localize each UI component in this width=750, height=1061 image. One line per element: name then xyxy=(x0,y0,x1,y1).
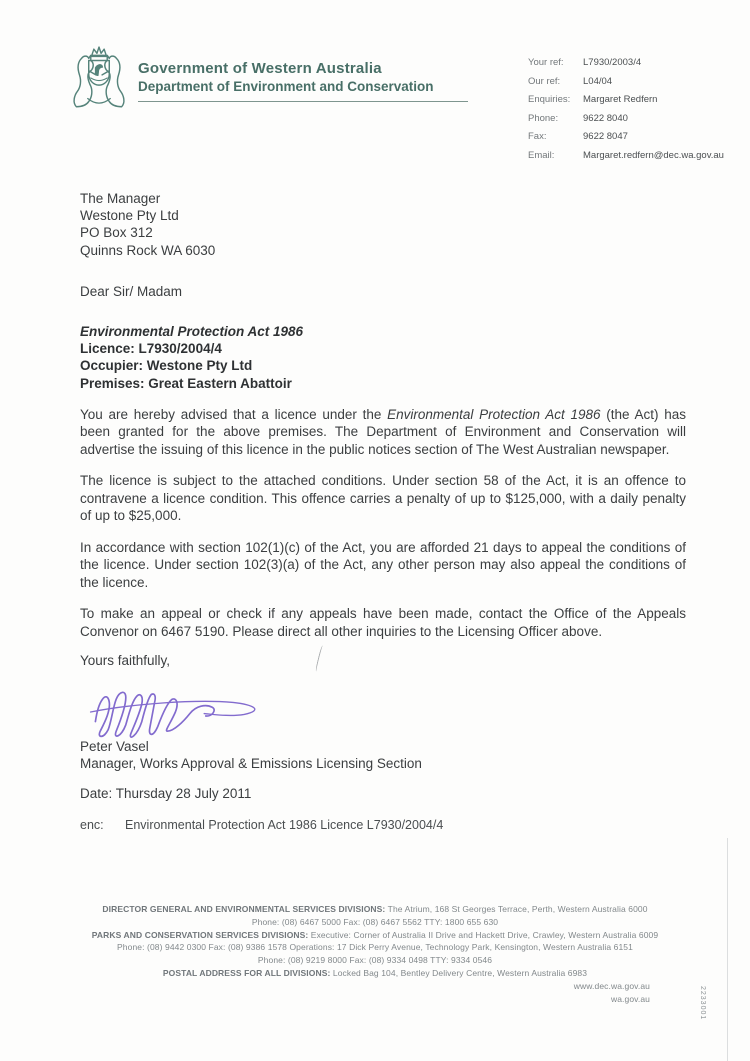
footer-division-label: PARKS AND CONSERVATION SERVICES DIVISIONS: xyxy=(91,929,309,940)
ref-label: Your ref: xyxy=(528,57,564,68)
handwritten-signature-icon xyxy=(66,672,296,744)
enclosure-label: enc: xyxy=(80,818,104,833)
footer-line xyxy=(30,929,720,942)
subject-occupier: Occupier: Westone Pty Ltd xyxy=(80,358,253,374)
government-name: Government of Western Australia xyxy=(138,60,382,77)
scan-edge-artifact xyxy=(727,838,728,1061)
signatory-title: Manager, Works Approval & Emissions Licensing Section xyxy=(80,755,422,771)
recipient-address xyxy=(80,190,686,259)
subject-act: Environmental Protection Act 1986 xyxy=(80,324,304,340)
footer-text: Executive: Corner of Australia II Drive and Hackett Drive, Crawley, Western Australia 6009 xyxy=(308,929,659,940)
paragraph-text: (the Act) has been granted for the above premises. The Department of Environment and Conservation will advertise the issuing of this licence in the public notices section of The West Australian newspaper. xyxy=(80,406,686,457)
ref-value: 9622 8047 xyxy=(583,131,628,142)
recipient-line: PO Box 312 xyxy=(80,225,153,241)
paragraph-appeal-rights: In accordance with section 102(1)(c) of the Act, you are afforded 21 days to appeal the conditions of the licence. Under section 102(3)(a) of the Act, any other person may also appeal the conditions of the licence. xyxy=(80,539,686,590)
paragraph-grant-advice xyxy=(80,406,686,459)
reference-block xyxy=(528,57,733,168)
ref-row-phone xyxy=(528,113,733,124)
footer-text: The Atrium, 168 St Georges Terrace, Perth, Western Australia 6000 xyxy=(385,904,648,914)
letterhead xyxy=(138,60,468,102)
signatory-name: Peter Vasel xyxy=(80,738,149,754)
footer-line xyxy=(30,967,720,980)
wa-coat-of-arms-icon xyxy=(62,44,136,116)
enclosure-line xyxy=(80,817,686,834)
ref-label: Fax: xyxy=(528,131,547,142)
footer-line xyxy=(30,916,720,929)
footer-text: Phone: (08) 9442 0300 Fax: (08) 9386 1578 Operations: 17 Dick Perry Avenue, Technology Park, Kensington, Western Australia 6151 xyxy=(117,942,633,953)
ref-value: L04/04 xyxy=(583,75,613,87)
signature-area xyxy=(66,672,686,744)
ref-label: Enquiries: xyxy=(528,94,571,105)
ref-value: Margaret Redfern xyxy=(583,94,658,105)
ref-row-your-ref xyxy=(528,57,733,68)
ref-label: Phone: xyxy=(528,112,559,124)
footer-division-label: DIRECTOR GENERAL AND ENVIRONMENTAL SERVICES DIVISIONS: xyxy=(102,904,386,914)
footer-line xyxy=(30,954,720,967)
subject-premises: Premises: Great Eastern Abattoir xyxy=(80,375,292,391)
date-line: Date: Thursday 28 July 2011 xyxy=(80,785,252,801)
paragraph-text: You are hereby advised that a licence under the xyxy=(80,406,388,422)
footer-block xyxy=(30,903,720,1005)
footer-line xyxy=(30,903,720,916)
ref-label: Our ref: xyxy=(528,75,561,87)
act-title-italic: Environmental Protection Act 1986 xyxy=(387,406,601,422)
ref-row-enquiries xyxy=(528,94,733,105)
footer-line xyxy=(30,941,720,954)
recipient-line: Westone Pty Ltd xyxy=(80,208,179,224)
subject-licence: Licence: L7930/2004/4 xyxy=(80,341,222,357)
ref-value-email: Margaret.redfern@dec.wa.gov.au xyxy=(583,149,724,161)
ref-row-our-ref xyxy=(528,76,733,87)
department-name: Department of Environment and Conservation xyxy=(138,79,434,94)
recipient-line: Quinns Rock WA 6030 xyxy=(80,242,216,258)
ref-value: 9622 8040 xyxy=(583,112,628,124)
footer-division-label: POSTAL ADDRESS FOR ALL DIVISIONS: xyxy=(162,967,331,978)
ref-row-email xyxy=(528,150,733,161)
enclosure-value: Environmental Protection Act 1986 Licence L7930/2004/4 xyxy=(125,818,444,833)
salutation: Dear Sir/ Madam xyxy=(80,283,183,299)
subject-block xyxy=(80,323,686,392)
footer-website-dec: www.dec.wa.gov.au xyxy=(573,980,650,991)
recipient-line: The Manager xyxy=(80,191,161,206)
ref-value: L7930/2003/4 xyxy=(583,57,642,68)
footer-text: Phone: (08) 6467 5000 Fax: (08) 6467 5562 TTY: 1800 655 630 xyxy=(251,916,499,927)
footer-text: Phone: (08) 9219 8000 Fax: (08) 9334 0498 TTY: 9334 0546 xyxy=(257,955,493,966)
scan-margin-number: 2233001 xyxy=(699,986,706,1021)
footer-website-wa: wa.gov.au xyxy=(610,993,650,1004)
valediction: Yours faithfully, xyxy=(80,653,171,669)
paragraph-appeal-contact: To make an appeal or check if any appeals have been made, contact the Office of the Appeals Convenor on 6467 5190. Please direct all other inquiries to the Licensing Officer above. xyxy=(80,606,686,639)
paragraph-conditions-penalty: The licence is subject to the attached conditions. Under section 58 of the Act, it is an offence to contravene a licence condition. This offence carries a penalty of up to $125,000, with a daily penalty of up to $25,000. xyxy=(80,473,686,524)
ref-label: Email: xyxy=(528,149,555,161)
footer-text: Locked Bag 104, Bentley Delivery Centre, Western Australia 6983 xyxy=(330,967,588,978)
letter-content xyxy=(80,190,686,834)
ref-row-fax xyxy=(528,131,733,142)
